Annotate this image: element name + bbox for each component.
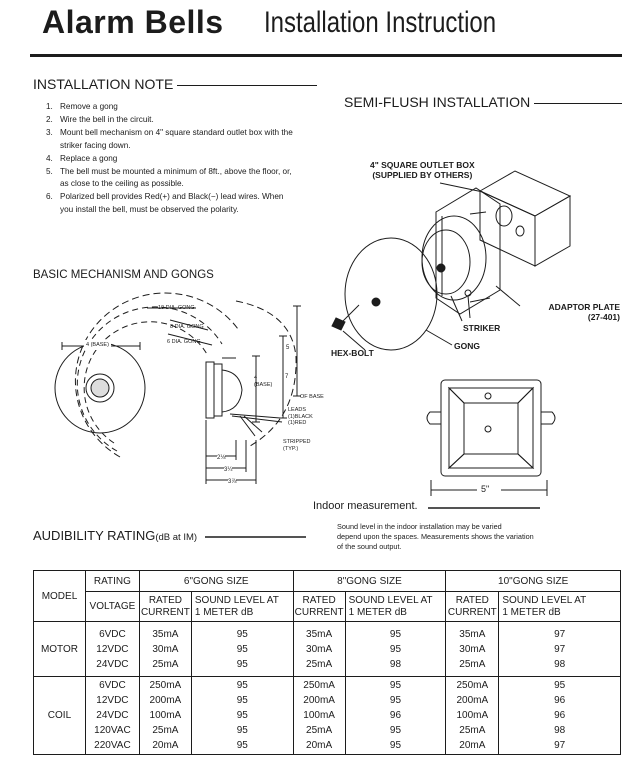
table-row [34, 677, 621, 755]
table-value: 30mA [152, 643, 179, 655]
table-value: 25mA [459, 725, 486, 736]
outlet-box-line1: 4" SQUARE OUTLET BOX [370, 160, 475, 170]
table-value: 250mA [303, 680, 335, 691]
table-value: 95 [236, 725, 248, 736]
g6-db-cell [191, 622, 293, 677]
table-value: 200mA [149, 695, 182, 706]
audibility-table [33, 570, 621, 755]
table-value: 96 [554, 710, 566, 721]
table-value: 98 [554, 658, 566, 670]
gong8-label: 8 DIA. GONG [170, 324, 204, 330]
table-value: 95 [389, 695, 402, 706]
gong10-label: 10 DIA. GONG [158, 305, 195, 311]
table-value: 25mA [306, 725, 333, 736]
note-number: 2. [46, 114, 53, 124]
adaptor-plate-label [522, 302, 620, 322]
g6-current-cell [139, 677, 191, 755]
gong8-header: 8"GONG SIZE [293, 571, 446, 592]
indoor-note-line3: of the sound output. [337, 542, 402, 551]
g6-current-cell [139, 622, 191, 677]
note-number: 5. [46, 166, 53, 176]
g10-current-cell [446, 677, 499, 755]
gong-label: GONG [454, 341, 480, 351]
dim-h2: 5 [286, 345, 290, 351]
table-value: 6VDC [99, 628, 126, 640]
table-value: 95 [236, 740, 248, 751]
table-value: 95 [236, 695, 248, 706]
table-value: 200mA [456, 695, 489, 706]
indoor-measurement-label: Indoor measurement. [313, 500, 418, 512]
sound-line1: SOUND LEVEL AT [502, 594, 587, 606]
of-base-label: OF BASE [300, 394, 324, 400]
table-value: 25mA [306, 658, 333, 670]
table-value: 35mA [306, 628, 333, 640]
table-value: 12VDC [96, 695, 129, 706]
table-value: 35mA [459, 628, 486, 640]
base4-label: 4 (BASE) [86, 342, 109, 348]
table-value: 95 [389, 740, 402, 751]
gong10-header: 10"GONG SIZE [446, 571, 621, 592]
rated-line2: CURRENT [140, 606, 190, 618]
rated-line2: CURRENT [447, 606, 497, 618]
note-number: 3. [46, 127, 53, 137]
gong6-header: 6"GONG SIZE [139, 571, 293, 592]
g8-current-cell [293, 677, 345, 755]
g6-db-cell [191, 677, 293, 755]
leads-line3: (1)RED [288, 420, 307, 426]
sound-level-header [345, 592, 446, 622]
table-value: 95 [236, 658, 248, 670]
outlet-box-drawing [480, 171, 570, 266]
rating-header: RATING [85, 571, 139, 592]
stripped-line1: STRIPPED [283, 439, 311, 445]
rated-line1: RATED [455, 594, 489, 606]
note-text: Wire the bell in the circuit. [60, 114, 154, 124]
g8-current-cell [293, 622, 345, 677]
model-cell: MOTOR [34, 622, 86, 677]
g8-db-cell [345, 622, 446, 677]
table-value: 98 [554, 725, 566, 736]
rated-line1: RATED [302, 594, 336, 606]
table-value: 20mA [306, 740, 333, 751]
leads-line1: LEADS [288, 407, 307, 413]
leads-line2: (1)BLACK [288, 413, 313, 420]
table-value: 25mA [152, 658, 179, 670]
indoor-note [337, 522, 627, 552]
base-side-label [254, 375, 272, 389]
rated-current-header [446, 592, 499, 622]
note-text: Mount bell mechanism on 4" square standard outlet box with the striker facing down. [60, 127, 293, 150]
note-number: 1. [46, 102, 53, 111]
outlet-box-line2: (SUPPLIED BY OTHERS) [372, 170, 473, 180]
note-text: Remove a gong [60, 102, 118, 111]
table-value: 96 [389, 710, 402, 721]
leads-label [288, 407, 313, 427]
audibility-heading [33, 528, 197, 543]
table-value: 30mA [459, 643, 486, 655]
table-value: 20mA [152, 740, 179, 751]
indoor-width-label: 5" [481, 484, 490, 494]
base-side-bottom: (BASE) [254, 382, 273, 388]
table-value: 100mA [303, 710, 335, 721]
rated-line1: RATED [148, 594, 182, 606]
g10-db-cell [499, 677, 621, 755]
sound-line2: 1 METER dB [348, 606, 407, 618]
table-value: 95 [389, 680, 402, 691]
sound-level-header [499, 592, 621, 622]
table-value: 97 [554, 628, 566, 640]
table-value: 25mA [152, 725, 179, 736]
gong-drawing [332, 238, 437, 350]
table-value: 100mA [149, 710, 182, 721]
installation-note-title: INSTALLATION NOTE [33, 76, 174, 92]
sound-level-header [191, 592, 293, 622]
table-row [34, 622, 621, 677]
rated-current-header [139, 592, 191, 622]
gong6-label: 6 DIA. GONG [167, 339, 201, 345]
sound-line1: SOUND LEVEL AT [348, 594, 433, 606]
table-value: 6VDC [99, 680, 126, 691]
table-value: 30mA [306, 643, 333, 655]
dim-h1: 7 [285, 374, 289, 380]
table-value: 250mA [456, 680, 489, 691]
table-value: 97 [554, 740, 566, 751]
stripped-line2: (TYP.) [283, 445, 299, 452]
table-value: 250mA [149, 680, 182, 691]
note-number: 6. [46, 192, 53, 202]
table-value: 95 [236, 710, 248, 721]
adaptor-line1: ADAPTOR PLATE [548, 302, 620, 312]
g10-db-cell [499, 622, 621, 677]
voltages-cell [85, 622, 139, 677]
model-cell: COIL [34, 677, 86, 755]
g10-current-cell [446, 622, 499, 677]
hex-bolt-label: HEX-BOLT [331, 348, 374, 358]
voltages-cell [85, 677, 139, 755]
adaptor-line2: (27-401) [587, 312, 620, 322]
g8-db-cell [345, 677, 446, 755]
table-value: 24VDC [96, 658, 129, 670]
table-value: 24VDC [96, 710, 129, 721]
note-number: 4. [46, 153, 53, 163]
subheader-row [34, 592, 621, 622]
table-value: 200mA [303, 695, 335, 706]
table-value: 96 [554, 695, 566, 706]
note-text: Replace a gong [60, 153, 118, 163]
note-text: The bell must be mounted a minimum of 8ft., above the floor, or, as close to the ceiling as possible. [60, 166, 292, 189]
indoor-note-line2: depend upon the spaces. Measurements shows the variation [337, 532, 534, 541]
table-value: 95 [554, 680, 566, 691]
table-value: 98 [389, 658, 402, 670]
table-value: 95 [236, 680, 248, 691]
table-value: 100mA [456, 710, 489, 721]
indoor-note-line1: Sound level in the indoor installation may be varied [337, 522, 502, 531]
table-value: 25mA [459, 658, 486, 670]
table-value: 95 [389, 628, 402, 640]
note-text: Polarized bell provides Red(+) and Black(−) lead wires. When you install the bell, must be observed the polarity. [60, 192, 284, 215]
rated-line2: CURRENT [294, 606, 344, 618]
sound-line1: SOUND LEVEL AT [194, 594, 279, 606]
model-header: MODEL [34, 571, 86, 622]
sound-line2: 1 METER dB [502, 606, 561, 618]
outlet-box-label [370, 160, 475, 180]
table-value: 95 [236, 643, 248, 655]
dim-b: 3¼ [224, 467, 233, 473]
table-value: 220VAC [94, 740, 131, 751]
table-value: 95 [236, 628, 248, 640]
audibility-title: AUDIBILITY RATING [33, 528, 156, 543]
adaptor-plate-drawing [436, 188, 500, 314]
rated-current-header [293, 592, 345, 622]
table-value: 12VDC [96, 643, 129, 655]
title-rest: Installation Instruction [264, 6, 497, 39]
table-value: 120VAC [94, 725, 131, 736]
basic-mechanism-heading: BASIC MECHANISM AND GONGS [33, 269, 214, 281]
dim-c: 3⅞ [228, 479, 237, 485]
table-value: 35mA [152, 628, 179, 640]
stripped-label [283, 439, 311, 452]
voltage-header: VOLTAGE [85, 592, 139, 622]
dim-a: 2⅛ [217, 455, 226, 461]
sound-line2: 1 METER dB [194, 606, 254, 618]
table-value: 97 [554, 643, 566, 655]
title-bold: Alarm Bells [42, 4, 224, 40]
striker-label: STRIKER [463, 323, 501, 333]
indoor-box-drawing [427, 380, 555, 496]
base-side-top: 4 [254, 375, 258, 381]
table-value: 20mA [459, 740, 486, 751]
table-value: 95 [389, 643, 402, 655]
audibility-unit: (dB at IM) [155, 532, 198, 543]
table-value: 95 [389, 725, 402, 736]
semi-flush-title: SEMI-FLUSH INSTALLATION [344, 94, 531, 110]
